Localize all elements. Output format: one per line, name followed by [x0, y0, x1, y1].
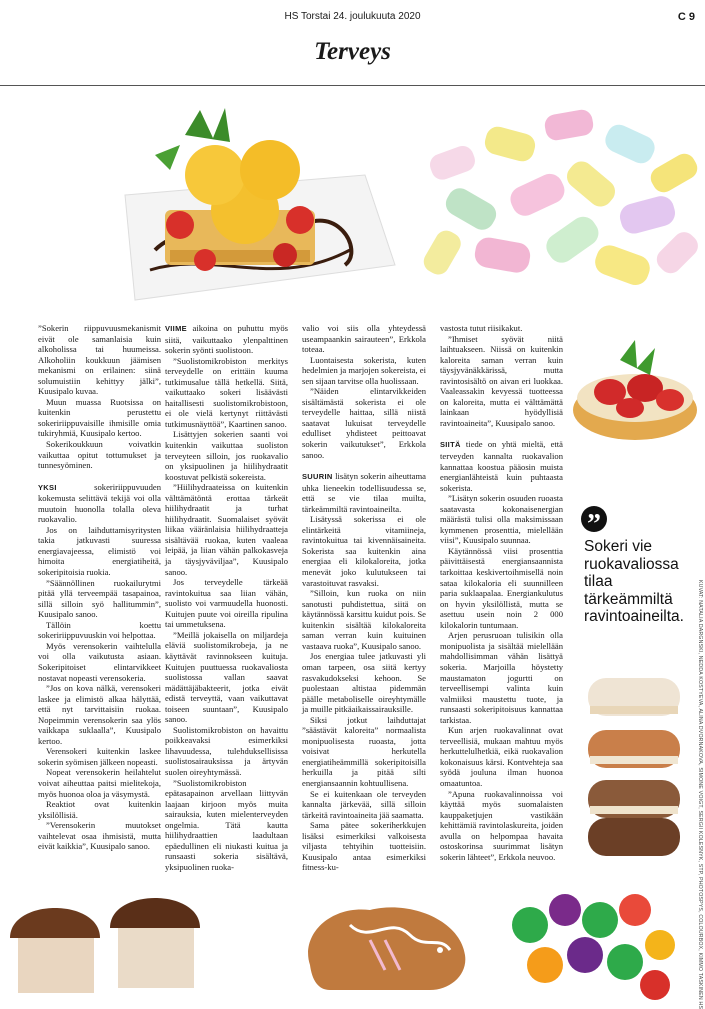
paragraph: Jos terveydelle tärkeää ravintokuitua saa liian vähän, suolisto voi varmuudella huonosti. Kuitujen puute voi oireilla ripulina tai ummetuksena. — [165, 577, 288, 630]
paragraph: ”Jos on kova nälkä, verensokeri laskee ja elimistö alkaa hälyttää, että nyt tarvittaisiin ruokaa. Nopeimmin verensokerin saa ylös vaikkapa suklaalla”, Kuusipalo kertoo. — [38, 683, 161, 746]
paragraph: ”Silloin, kun ruoka on niin sanotusti puhdistettua, siitä on käytännössä karsittu kuidut pois. Se kuitenkin sisältää kilokaloreita saman verran kuin kuituinen vastaava ruoka”, Kuusipalo sanoo. — [302, 588, 426, 651]
paragraph: ”Sokerin riippuvuusmekanismit eivät ole samanlaisia kuin alkoholissa tai huumeissa. Alkoholiin koukkuun jäämisen mekanismi on erilainen: siinä solumuistiin kehittyy jälki”, Kuusipalo kuvaa. — [38, 323, 161, 397]
paragraph: Lisätyssä sokerissa ei ole elintärkeitä vitamiineja, ravintokuitua tai kivennäisaineita. Sokerista saa kuitenkin aina energiaa eli kilokaloreita, jotka menevät joko kulutukseen tai varastoituvat rasvaksi. — [302, 514, 426, 588]
paragraph: Verensokeri kuitenkin laskee sokerin syömisen jälkeen nopeasti. — [38, 746, 161, 767]
paragraph: Tällöin koettu sokeririippuvuuskin voi helpottaa. — [38, 619, 161, 641]
paragraph: Luontaisesta sokerista, kuten hedelmien ja marjojen sokereista, ei sen sijaan tarvitse olla huolissaan. — [302, 354, 426, 386]
macarons-photo — [580, 668, 690, 863]
paragraph-text: aikoina on puhuttu myös siitä, vaikuttaako ylenpalttinen sokerin syönti suolistoon. — [165, 323, 288, 356]
muffins-photo — [0, 878, 210, 1000]
article-column-2 — [165, 323, 288, 872]
hard-candies-photo — [510, 890, 675, 1000]
paragraph: ”Suolistomikrobiston merkitys terveydelle on erittäin kuuma tutkimusalue tällä hetkellä. Siitä, vaikuttaako sokeri lisäävästi haitallisesti suolistomikrobistoon, ei ole vielä kertynyt riittävästi tutkimusnäyttöä”, Kaartinen sanoo. — [165, 355, 288, 429]
paragraph: Sama pätee sokeriherkkujen lisäksi esimerkiksi valkoisesta viljasta tehtyihin tuotteisiin. Kuusipalo antaa esimerkiksi fitness-ku- — [302, 820, 426, 873]
photo-credits-text: KUVAT: NATALIA DARGNSKI, NEDDA KOSTYEVA, ALINA DVORNAKOVA, SIMONE VOIGT, SERGII KOLESNYK, STP, PHOTOSPYS, COLOURBOX, KIMMO TASKINEN HS — [697, 580, 703, 1009]
paragraph: ”Suolistomikrobiston epätasapainon arvellaan liittyvän laajaan kirjoon myös muita sairauksia, kuten mielenterveyden ongelmia. Tätä kautta hiilihydraattien laadultaan epäedullinen eli niukasti kuitua ja runsaasti sokeria sisältävä, yksipuolinen ruoka- — [165, 777, 288, 872]
paragraph: ”Hiilihydraateissa on kuitenkin välttämätöntä erottaa tärkeät hiilihydraatit ja turhat hiilihydraatit. Suomalaiset syövät liikaa vääränlaisia hiilihydraatteja sisältävää ruokaa, kuten vaaleaa leipää, ja liian vähän palkokasveja ja täysjyväviljaa”, Kuusipalo sanoo. — [165, 482, 288, 577]
paragraph: Nopeat verensokerin heilahtelut voivat aiheuttaa paitsi mielitekoja, myös huonoa oloa ja väsymystä. — [38, 767, 161, 799]
header-rule — [0, 85, 705, 86]
paragraph: Sokerikoukkuun voivatkin vaikuttaa opitut tottumukset ja tunnesyöminen. — [38, 439, 161, 471]
page-number: C 9 — [677, 11, 695, 23]
paragraph-text: sokeririippuvuuden kokemusta selittävä tekijä voi olla muutoin huonolla tolalla oleva ruokavalio. — [38, 481, 161, 525]
paragraph: Arjen perusruoan tulisikin olla monipuolista ja sisältää mielellään mahdollisimman vähän lisättyä sokeria. Marjoilla höystetty maustamaton jogurtti on terveellisempi valinta kuin valmiiksi maustettu tuote, ja runsaasti sokeripitoisuus kannattaa tarkistaa. — [440, 630, 563, 725]
paragraph: Reaktiot ovat kuitenkin yksilöllisiä. — [38, 799, 161, 820]
quote-mark-icon: ” — [581, 506, 607, 532]
gingerbread-pig-photo — [290, 895, 480, 1000]
paragraph: ”Näiden elintarvikkeiden sisältämästä sokerista ei ole terveydelle haittaa, sillä niistä saatavat lukuisat terveydelle edulliset yhdisteet peittoavat sokerin vaikutukset”, Erkkola sanoo. — [302, 386, 426, 460]
paragraph — [302, 471, 426, 514]
marshmallow-candy-photo — [415, 100, 705, 295]
strawberry-tart-photo — [565, 330, 705, 455]
lead-word: SUURIN — [302, 472, 333, 482]
paragraph: Käytännössä viisi prosenttia päivittäisestä energiansaannista tarkoittaa keskivertoihmisellä noin sataa kilokaloria eli suunnilleen paria suklaapalaa. Energiankulutus on hyvin yksilöllistä, mutta se asettuu usein noin 2 000 kilokalorin tuntumaan. — [440, 545, 563, 630]
paragraph: ”Apuna ruokavalinnoissa voi käyttää myös suomalaisten kauppaketjujen vastikään kehittämiä ravintolaskureita, joiden avulla on helpompaa havaita ostoskorinsa suurimmat lisätyn sokerin lähteet”, Erkkola neuvoo. — [440, 788, 563, 862]
paragraph: ”Verensokerin muutokset vaihtelevat osaa ihmisistä, mutta eivät kaikkia”, Kuusipalo sanoo. — [38, 820, 161, 852]
article-column-1 — [38, 323, 161, 852]
pull-quote: Sokeri vie ruokavaliossa tilaa tärkeämmiltä ravintoaineilta. — [584, 538, 684, 625]
paragraph: Myös verensokerin vaihtelulla voi olla vaikutusta asiaan. Sokeripitoiset elintarvikkeet nostavat nopeasti verensokeria. — [38, 640, 161, 683]
paragraph: ”Ihmiset syövät niitä laihtuakseen. Niissä on kuitenkin kaloreita saman verran kuin täysjyvänäkkärissä, mutta ravintosisältö on aivan eri luokkaa. Vaaleassakin kevyessä tuotteessa on kaloreita, mutta ei välttämättä lainkaan hyödyllisiä ravintoaineita”, Kuusipalo sanoo. — [440, 333, 563, 428]
paragraph: ”Meillä jokaisella on miljardeja eläviä suolistomikrobeja, ja ne käyttävät ravinnokseen kuituja. Kuitujen puuttuessa ruokavaliosta suolistossa vallan saavat mädättäjäbakteerit, jotka eivät edistä terveyttä, vaan vaikuttavat toiseen suuntaan”, Kuusipalo sanoo. — [165, 629, 288, 725]
paragraph: Muun muassa Ruotsissa on kuitenkin perustettu sokeririippuvaisille ihmisille omia tukiryhmiä, Kuusipalo kertoo. — [38, 396, 161, 439]
paragraph: Siksi jotkut laihduttajat ”säästävät kaloreita” normaalista monipuolisesta ruoasta, jotta voisivat herkutella energiatiheämmillä sokeripitoisilla herkuilla ja pitää silti energiansaannin kohtuullisena. — [302, 714, 426, 788]
photo-credits — [695, 580, 705, 1009]
lead-word: SIITÄ — [440, 440, 461, 450]
issue-date: HS Torstai 24. joulukuuta 2020 — [284, 11, 421, 22]
paragraph: ”Lisätyn sokerin osuuden ruoasta saatavasta kokonaisenergian määrästä tulisi olla maksimissaan kymmenen prosenttia, mielellään viisi”, Kuusipalo suunnaa. — [440, 493, 563, 546]
paragraph-text: tiede on yhtä mieltä, että terveyden kannalta ruokavalion kannattaa koostua pääosin muista energianlähteistä kuin puhtaasta sokerista. — [440, 439, 563, 493]
section-title: Terveys — [314, 38, 391, 65]
paragraph: Suolistomikrobiston on havaittu poikkeavaksi esimerkiksi lihavuudessa, tulehduksellisissa suolistosairauksissa ja ärtyvän suolen oireyhtymässä. — [165, 724, 288, 777]
lead-word: VIIME — [165, 324, 187, 333]
paragraph: ”Säännöllinen ruokailurytmi pitää yllä terveempää tasapainoa, sillä silloin syö hallitummin”, Kuusipalo sanoo. — [38, 577, 161, 620]
paragraph — [440, 439, 563, 493]
paragraph: Jos on laihduttamisyritysten takia jatkuvasti suuressa energiavajeessa, elimistö voi himoita energiatiheitä, sokeripitoisia ruokia. — [38, 524, 161, 578]
article-column-4 — [440, 323, 563, 862]
paragraph-text: lisätyn sokerin aiheuttama uhka lieneekin todellisuudessa se, että se vie tilaa muilta, tärkeämmiltä ravintoaineilta. — [302, 471, 426, 514]
article-column-3 — [302, 323, 426, 873]
lead-word: YKSI — [38, 482, 57, 492]
paragraph — [38, 482, 161, 525]
paragraph: Kun arjen ruokavalinnat ovat terveellisiä, mukaan mahtuu myös herkuttelulhetkiä, eikä ruokavalion kokonaisuus kärsi. Kontvehteja saa syödä jouluna ilman huonoa omaatuntoa. — [440, 725, 563, 788]
paragraph: Se ei kuitenkaan ole terveyden kannalta järkevää, sillä silloin tärkeitä ravintoaineita jää saamatta. — [302, 788, 426, 820]
paragraph — [165, 323, 288, 356]
paragraph: valio voi siis olla yhteydessä useampaankin sairauteen”, Erkkola toteaa. — [302, 323, 426, 355]
paragraph: vastosta tutut riisikakut. — [440, 323, 523, 333]
paragraph: Lisättyjen sokerien saanti voi kuitenkin vaikuttaa suoliston terveyteen silloin, jos ruokavalio on yksipuolinen ja hiilihydraatit koostuvat pelkistä sokereista. — [165, 429, 288, 482]
ice-cream-dessert-photo — [95, 100, 400, 305]
paragraph: Jos energiaa tulee jatkuvasti yli oman tarpeen, osa siitä kertyy rasvakudokseksi kehoon. Se puolestaan altistaa pidemmän päälle metaboliselle oireyhtymälle ja muille pitkäaikaissairauksille. — [302, 651, 426, 715]
